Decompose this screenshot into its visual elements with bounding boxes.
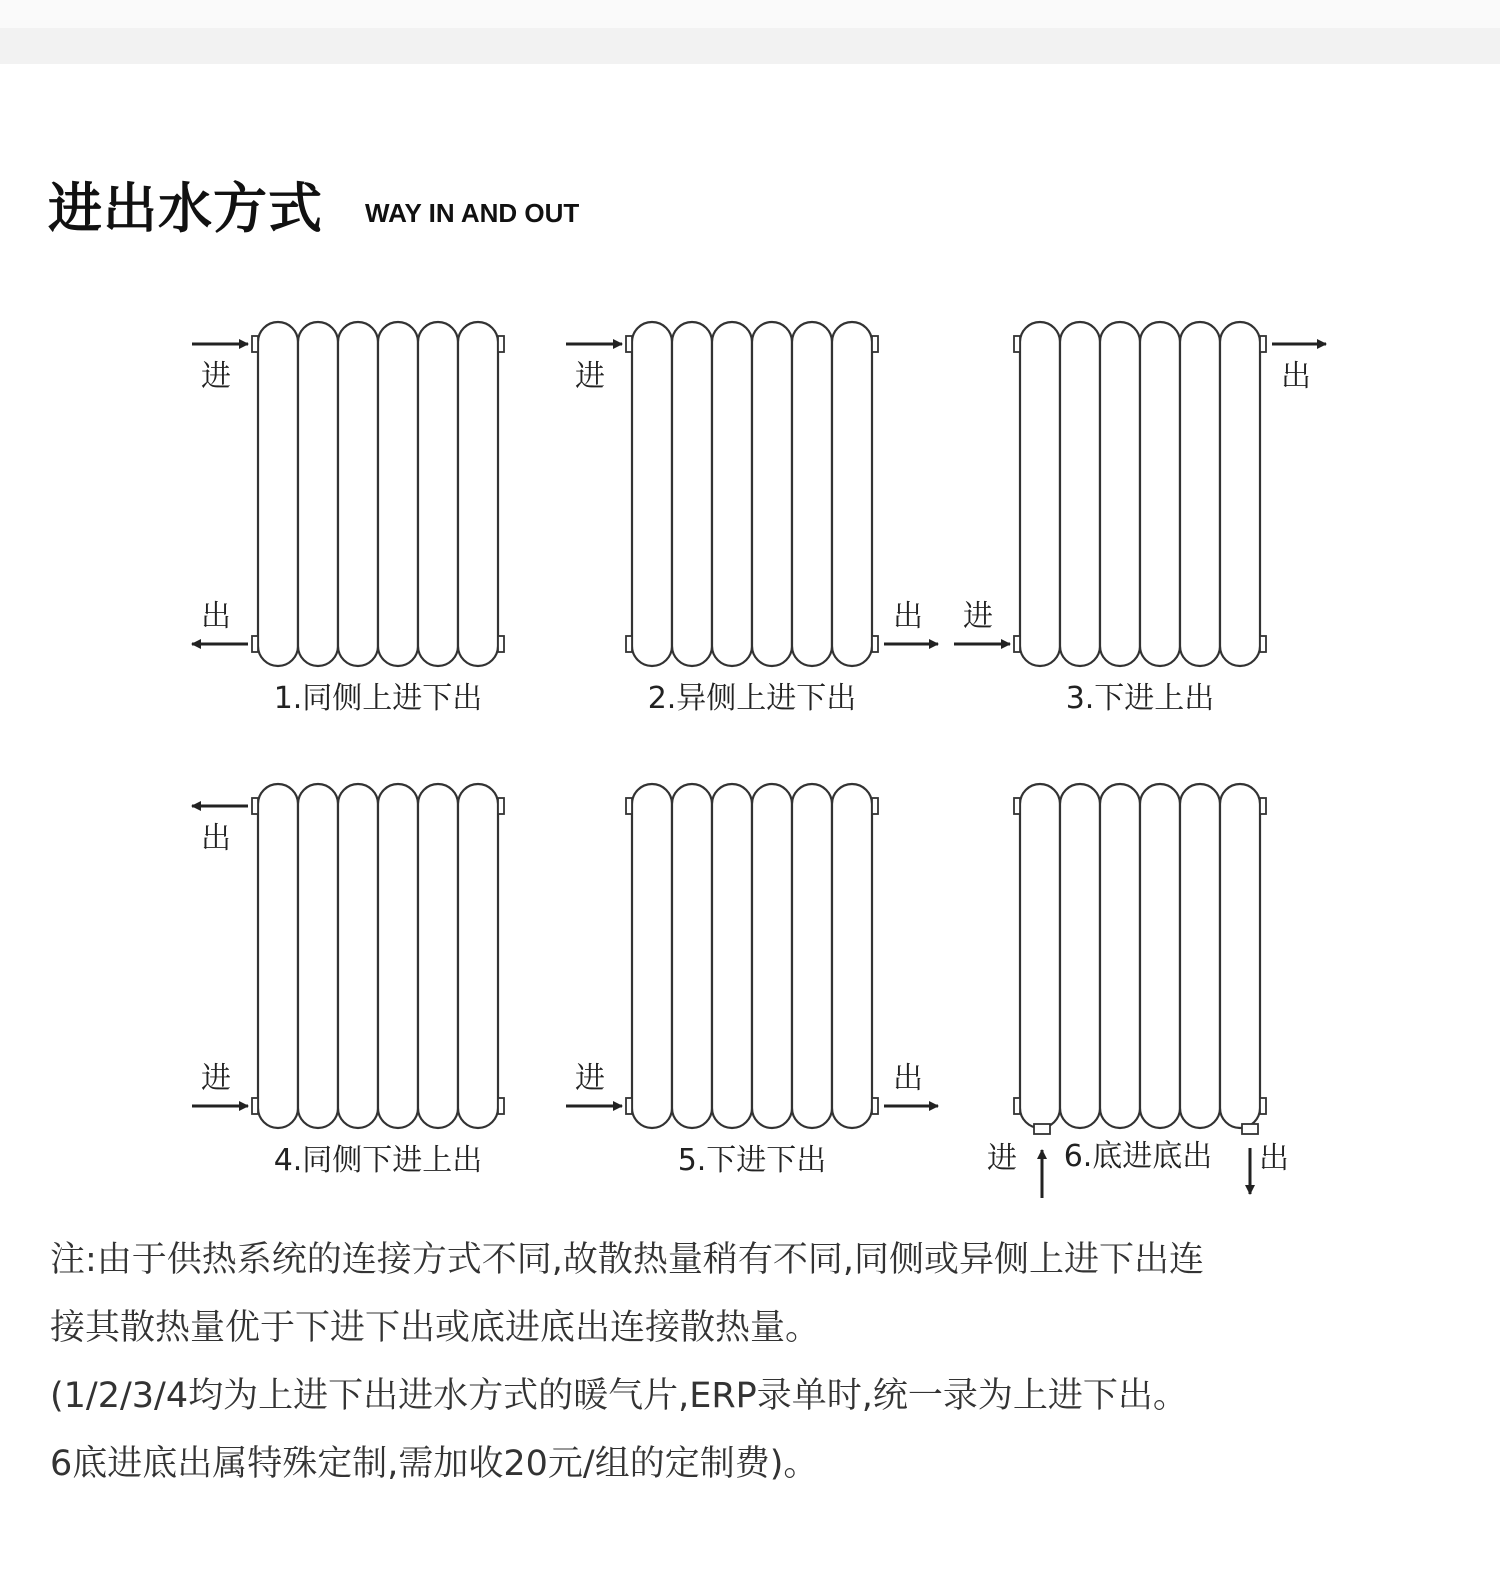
radiator-tube [338, 784, 378, 1128]
pipe-cap [872, 1098, 878, 1114]
pipe-cap [252, 1098, 258, 1114]
pipe-cap [1014, 636, 1020, 652]
pipe-cap [1242, 1124, 1258, 1134]
radiator-diagram [192, 322, 504, 716]
outlet-label: 出 [201, 821, 231, 856]
pipe-cap [1014, 336, 1020, 352]
radiator-tube [418, 784, 458, 1128]
radiator-tube [1180, 784, 1220, 1128]
radiator-tube [792, 322, 832, 666]
note-line: 接其散热量优于下进下出或底进底出连接散热量。 [50, 1308, 821, 1348]
pipe-cap [1260, 798, 1266, 814]
inlet-label: 进 [201, 359, 231, 394]
pipe-cap [872, 636, 878, 652]
radiator-diagram [987, 784, 1289, 1198]
diagram-caption: 2.异侧上进下出 [647, 681, 857, 716]
pipe-cap [872, 798, 878, 814]
radiator-tube [632, 784, 672, 1128]
note-line: (1/2/3/4均为上进下出进水方式的暖气片,ERP录单时,统一录为上进下出。 [50, 1376, 1188, 1416]
radiator-tube [752, 784, 792, 1128]
radiator-tube [1180, 322, 1220, 666]
inlet-label: 进 [575, 1061, 605, 1096]
radiator-tube [1140, 322, 1180, 666]
outlet-label: 出 [893, 599, 923, 634]
pipe-cap [252, 336, 258, 352]
note-line: 6底进底出属特殊定制,需加收20元/组的定制费)。 [50, 1444, 819, 1484]
pipe-cap [252, 798, 258, 814]
pipe-cap [626, 636, 632, 652]
radiator-tube [458, 322, 498, 666]
diagram-caption: 3.下进上出 [1065, 681, 1215, 716]
radiator-tube [832, 322, 872, 666]
pipe-cap [872, 336, 878, 352]
radiator-diagram [954, 322, 1326, 716]
pipe-cap [1260, 1098, 1266, 1114]
radiator-tube [1220, 784, 1260, 1128]
inlet-label: 进 [963, 599, 993, 634]
note-line: 注:由于供热系统的连接方式不同,故散热量稍有不同,同侧或异侧上进下出连 [50, 1240, 1205, 1280]
section-title: 进出水方式 [48, 177, 323, 240]
inlet-label: 进 [575, 359, 605, 394]
inlet-label: 进 [201, 1061, 231, 1096]
radiator-tube [258, 784, 298, 1128]
radiator-tube [1220, 322, 1260, 666]
pipe-cap [498, 1098, 504, 1114]
diagram-caption: 1.同侧上进下出 [273, 681, 483, 716]
radiator-tube [378, 322, 418, 666]
pipe-cap [498, 798, 504, 814]
radiator-tube [1020, 322, 1060, 666]
pipe-cap [1034, 1124, 1050, 1134]
pipe-cap [1260, 636, 1266, 652]
radiator-tube [1060, 784, 1100, 1128]
radiator-diagram [566, 322, 938, 716]
outlet-label: 出 [1281, 359, 1311, 394]
radiator-tube [712, 322, 752, 666]
notes [50, 1226, 1470, 1498]
inlet-label: 进 [987, 1141, 1017, 1176]
pipe-cap [498, 636, 504, 652]
radiator-tube [1140, 784, 1180, 1128]
diagram-caption: 4.同侧下进上出 [273, 1143, 483, 1178]
diagram-caption: 6.底进底出 [1063, 1139, 1213, 1174]
radiator-tube [418, 322, 458, 666]
radiator-tube [458, 784, 498, 1128]
pipe-cap [626, 336, 632, 352]
radiator-tube [1100, 322, 1140, 666]
pipe-cap [1260, 336, 1266, 352]
radiator-tube [832, 784, 872, 1128]
radiator-tube [338, 322, 378, 666]
diagram-caption: 5.下进下出 [677, 1143, 827, 1178]
pipe-cap [1014, 1098, 1020, 1114]
outlet-label: 出 [893, 1061, 923, 1096]
radiator-tube [1060, 322, 1100, 666]
radiator-tube [632, 322, 672, 666]
radiator-tube [298, 322, 338, 666]
radiator-tube [672, 322, 712, 666]
radiator-tube [1020, 784, 1060, 1128]
pipe-cap [498, 336, 504, 352]
pipe-cap [626, 798, 632, 814]
radiator-tube [258, 322, 298, 666]
radiator-tube [1100, 784, 1140, 1128]
radiator-tube [298, 784, 338, 1128]
radiator-tube [712, 784, 752, 1128]
pipe-cap [626, 1098, 632, 1114]
radiator-tube [672, 784, 712, 1128]
section-subtitle: WAY IN AND OUT [365, 198, 580, 228]
pipe-cap [1014, 798, 1020, 814]
radiator-tube [752, 322, 792, 666]
radiator-tube [792, 784, 832, 1128]
outlet-label: 出 [1259, 1141, 1289, 1176]
radiator-diagram [566, 784, 938, 1178]
radiator-diagram [192, 784, 504, 1178]
radiator-tube [378, 784, 418, 1128]
pipe-cap [252, 636, 258, 652]
outlet-label: 出 [201, 599, 231, 634]
